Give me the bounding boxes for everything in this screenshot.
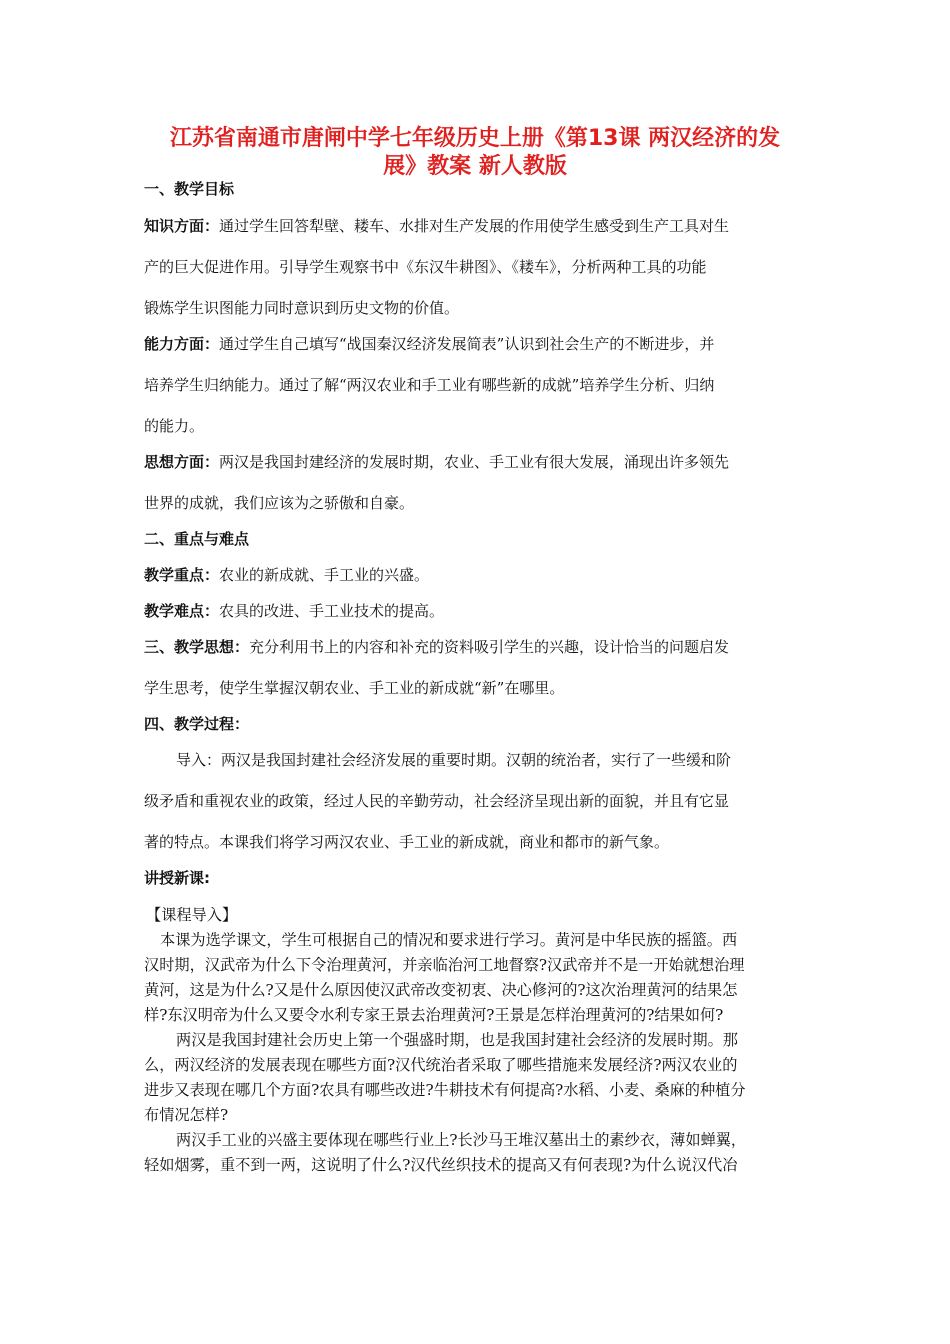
key-point-text: 农业的新成就、手工业的兴盛。 [219,566,430,584]
key-point-line [144,564,429,585]
thought-paragraph-line1 [144,451,729,472]
intro-paragraph-line2: 级矛盾和重视农业的政策，经过人民的辛勤劳动，社会经济呈现出新的面貌，并且有它显 [144,792,730,810]
thought-label: 思想方面： [144,453,220,471]
paragraph1-line4: 样?东汉明帝为什么又要令水利专家王景去治理黄河?王景是怎样治理黄河的?结果如何? [144,1006,724,1024]
difficulty-label: 教学难点： [144,602,220,620]
knowledge-text: 通过学生回答犁壁、耧车、水排对生产发展的作用使学生感受到生产工具对生 [219,217,730,235]
paragraph1-line1: 本课为选学课文，学生可根据自己的情况和要求进行学习。黄河是中华民族的摇篮。西 [160,931,738,949]
section-heading-teaching-idea: 三、教学思想： [144,638,250,656]
teaching-idea-line2: 学生思考，使学生掌握汉朝农业、手工业的新成就“新”在哪里。 [144,679,565,697]
ability-text: 通过学生自己填写“战国秦汉经济发展简表”认识到社会生产的不断进步，并 [219,335,715,353]
knowledge-paragraph-line1 [144,215,729,236]
key-point-label: 教学重点： [144,566,220,584]
paragraph1-line3: 黄河，这是为什么?又是什么原因使汉武帝改变初衷、决心修河的?这次治理黄河的结果怎 [144,981,738,999]
paragraph2-line3: 进步又表现在哪几个方面?农具有哪些改进?牛耕技术有何提高?水稻、小麦、桑麻的种植分 [144,1081,746,1099]
paragraph2-line4: 布情况怎样? [144,1106,229,1124]
teaching-idea-line1 [144,636,729,657]
ability-paragraph-line2: 培养学生归纳能力。通过了解“两汉农业和手工业有哪些新的成就”培养学生分析、归纳 [144,376,715,394]
difficulty-text: 农具的改进、手工业技术的提高。 [219,602,445,620]
knowledge-paragraph-line3: 锻炼学生识图能力同时意识到历史文物的价值。 [144,299,460,317]
course-intro-label: 【课程导入】 [146,906,238,924]
paragraph2-line2: 么，两汉经济的发展表现在哪些方面?汉代统治者采取了哪些措施来发展经济?两汉农业的 [144,1056,738,1074]
knowledge-label: 知识方面： [144,217,220,235]
ability-label: 能力方面： [144,335,220,353]
paragraph1-line2: 汉时期，汉武帝为什么下令治理黄河，并亲临治河工地督察?汉武帝并不是一开始就想治理 [144,956,745,974]
knowledge-paragraph-line2: 产的巨大促进作用。引导学生观察书中《东汉牛耕图》、《耧车》，分析两种工具的功能 [144,258,707,276]
section-heading-keypoints: 二、重点与难点 [144,530,250,548]
intro-paragraph-line3: 著的特点。本课我们将学习两汉农业、手工业的新成就，商业和都市的新气象。 [144,833,670,851]
paragraph2-line1: 两汉是我国封建社会历史上第一个强盛时期，也是我国封建社会经济的发展时期。那 [176,1031,738,1049]
thought-text: 两汉是我国封建经济的发展时期，农业、手工业有很大发展，涌现出许多领先 [219,453,730,471]
section-heading-objectives: 一、教学目标 [144,180,235,198]
ability-paragraph-line3: 的能力。 [144,417,205,435]
paragraph3-line2: 轻如烟雾，重不到一两，这说明了什么?汉代丝织技术的提高又有何表现?为什么说汉代冶 [144,1156,738,1174]
thought-paragraph-line2: 世界的成就，我们应该为之骄傲和自豪。 [144,494,415,512]
document-title-line2: 展》教案 新人教版 [383,154,567,179]
difficulty-line [144,600,444,621]
new-lesson-heading: 讲授新课: [144,869,210,887]
ability-paragraph-line1 [144,333,714,354]
teaching-idea-text: 充分利用书上的内容和补充的资料吸引学生的兴趣，设计恰当的问题启发 [249,638,730,656]
intro-paragraph-line1: 导入：两汉是我国封建社会经济发展的重要时期。汉朝的统治者，实行了一些缓和阶 [176,751,732,769]
paragraph3-line1: 两汉手工业的兴盛主要体现在哪些行业上?长沙马王堆汉墓出土的素纱衣，薄如蝉翼， [176,1131,747,1149]
document-title-line1: 江苏省南通市唐闸中学七年级历史上册《第13课 两汉经济的发 [169,126,781,151]
section-heading-process: 四、教学过程： [144,715,250,733]
